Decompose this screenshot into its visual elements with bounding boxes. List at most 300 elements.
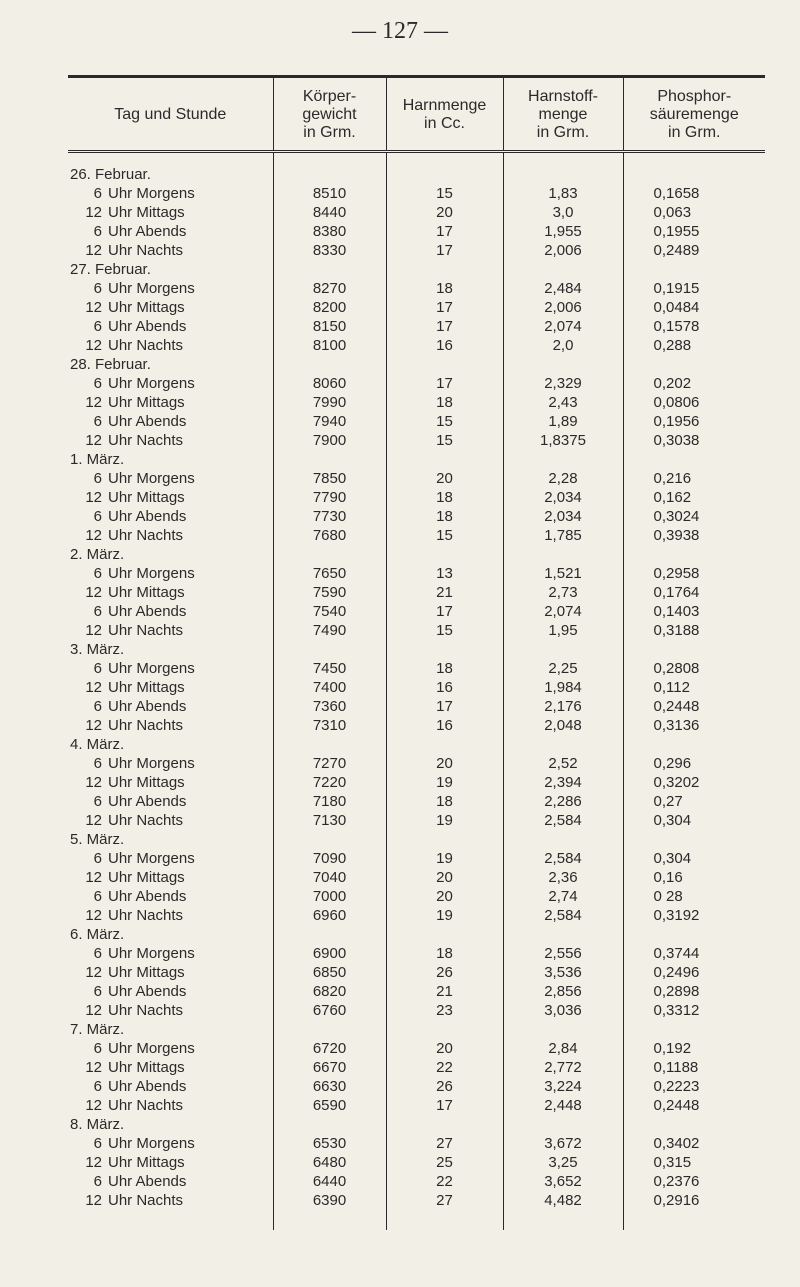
body-weight-cell: 8440 — [273, 203, 386, 222]
table-row — [68, 317, 765, 336]
time-cell — [68, 811, 273, 830]
empty-cell — [273, 640, 386, 659]
urea-amount-cell: 2,034 — [503, 488, 623, 507]
empty-cell — [386, 640, 503, 659]
hour-value: 12 — [85, 1097, 102, 1114]
time-cell — [68, 1172, 273, 1191]
urine-volume-cell: 21 — [386, 982, 503, 1001]
body-weight-cell: 6720 — [273, 1039, 386, 1058]
time-cell — [68, 583, 273, 602]
urea-amount-cell: 2,556 — [503, 944, 623, 963]
empty-cell — [386, 260, 503, 279]
urea-amount-cell: 1,89 — [503, 412, 623, 431]
time-label: Uhr Nachts — [108, 242, 184, 259]
hour-value: 6 — [93, 375, 102, 392]
time-cell — [68, 621, 273, 640]
time-label: Uhr Abends — [108, 888, 187, 905]
table-row — [68, 1153, 765, 1172]
phosphoric-acid-cell: 0,3202 — [623, 773, 765, 792]
table-row — [68, 773, 765, 792]
time-label: Uhr Morgens — [108, 470, 195, 487]
empty-cell — [503, 1115, 623, 1134]
urine-volume-cell: 26 — [386, 963, 503, 982]
body-weight-cell: 6530 — [273, 1134, 386, 1153]
time-cell — [68, 678, 273, 697]
time-cell — [68, 773, 273, 792]
urine-volume-cell: 15 — [386, 431, 503, 450]
phosphoric-acid-cell: 0,3402 — [623, 1134, 765, 1153]
phosphoric-acid-cell: 0,3192 — [623, 906, 765, 925]
phosphoric-acid-cell: 0,192 — [623, 1039, 765, 1058]
phosphoric-acid-cell: 0,3136 — [623, 716, 765, 735]
body-weight-cell: 8200 — [273, 298, 386, 317]
time-label: Uhr Mittags — [108, 394, 185, 411]
time-label: Uhr Nachts — [108, 337, 184, 354]
body-weight-cell: 6900 — [273, 944, 386, 963]
date-label: 5. März. — [70, 831, 125, 848]
hour-value: 6 — [93, 185, 102, 202]
table-row — [68, 1001, 765, 1020]
urine-volume-cell: 17 — [386, 222, 503, 241]
urine-volume-cell: 18 — [386, 659, 503, 678]
empty-cell — [386, 1115, 503, 1134]
time-cell — [68, 697, 273, 716]
time-label: Uhr Mittags — [108, 489, 185, 506]
body-weight-cell: 6440 — [273, 1172, 386, 1191]
body-weight-cell: 7540 — [273, 602, 386, 621]
phosphoric-acid-cell: 0,2898 — [623, 982, 765, 1001]
empty-cell — [386, 735, 503, 754]
hour-value: 6 — [93, 755, 102, 772]
hour-value: 6 — [93, 888, 102, 905]
table-row — [68, 868, 765, 887]
hour-value: 6 — [93, 1078, 102, 1095]
data-table-container — [68, 75, 765, 1230]
phosphoric-acid-cell: 0,1658 — [623, 184, 765, 203]
time-cell — [68, 431, 273, 450]
urine-volume-cell: 15 — [386, 412, 503, 431]
urea-amount-cell: 2,84 — [503, 1039, 623, 1058]
time-cell — [68, 1039, 273, 1058]
table-row — [68, 1077, 765, 1096]
time-cell — [68, 412, 273, 431]
body-weight-cell: 8380 — [273, 222, 386, 241]
time-label: Uhr Abends — [108, 793, 187, 810]
time-label: Uhr Mittags — [108, 964, 185, 981]
hour-value: 12 — [85, 869, 102, 886]
body-weight-cell: 7990 — [273, 393, 386, 412]
body-weight-cell: 8150 — [273, 317, 386, 336]
table-row — [68, 659, 765, 678]
urea-amount-cell: 2,36 — [503, 868, 623, 887]
empty-cell — [503, 830, 623, 849]
table-row — [68, 1172, 765, 1191]
time-cell — [68, 336, 273, 355]
table-row — [68, 887, 765, 906]
phosphoric-acid-cell: 0,2223 — [623, 1077, 765, 1096]
time-label: Uhr Nachts — [108, 907, 184, 924]
hour-value: 12 — [85, 337, 102, 354]
urea-amount-cell: 3,0 — [503, 203, 623, 222]
hour-value: 6 — [93, 660, 102, 677]
time-label: Uhr Abends — [108, 508, 187, 525]
time-cell — [68, 849, 273, 868]
hour-value: 12 — [85, 299, 102, 316]
table-row — [68, 716, 765, 735]
phosphoric-acid-cell: 0,3744 — [623, 944, 765, 963]
urine-volume-cell: 27 — [386, 1134, 503, 1153]
urea-amount-cell: 2,074 — [503, 317, 623, 336]
hour-value: 6 — [93, 565, 102, 582]
table-header-row — [68, 78, 765, 152]
time-cell — [68, 1077, 273, 1096]
urine-volume-cell: 21 — [386, 583, 503, 602]
table-row — [68, 1191, 765, 1210]
phosphoric-acid-cell: 0,1956 — [623, 412, 765, 431]
time-label: Uhr Morgens — [108, 1135, 195, 1152]
table-row — [68, 564, 765, 583]
date-label: 1. März. — [70, 451, 125, 468]
empty-cell — [273, 1020, 386, 1039]
body-weight-cell: 7730 — [273, 507, 386, 526]
hour-value: 6 — [93, 223, 102, 240]
urine-volume-cell: 17 — [386, 317, 503, 336]
time-label: Uhr Morgens — [108, 660, 195, 677]
body-weight-cell: 7180 — [273, 792, 386, 811]
urea-amount-cell: 2,484 — [503, 279, 623, 298]
time-label: Uhr Abends — [108, 413, 187, 430]
table-row — [68, 849, 765, 868]
date-label: 7. März. — [70, 1021, 125, 1038]
phosphoric-acid-cell: 0,2489 — [623, 241, 765, 260]
header-day-hour — [68, 78, 273, 152]
time-label: Uhr Nachts — [108, 527, 184, 544]
phosphoric-acid-cell: 0,2448 — [623, 1096, 765, 1115]
body-weight-cell: 6760 — [273, 1001, 386, 1020]
time-label: Uhr Morgens — [108, 755, 195, 772]
phosphoric-acid-cell: 0,216 — [623, 469, 765, 488]
hour-value: 12 — [85, 812, 102, 829]
urine-volume-cell: 20 — [386, 754, 503, 773]
urine-volume-cell: 19 — [386, 773, 503, 792]
time-cell — [68, 792, 273, 811]
date-row — [68, 450, 765, 469]
table-row — [68, 184, 765, 203]
time-label: Uhr Mittags — [108, 679, 185, 696]
urea-amount-cell: 2,394 — [503, 773, 623, 792]
time-cell — [68, 887, 273, 906]
body-weight-cell: 7650 — [273, 564, 386, 583]
time-cell — [68, 982, 273, 1001]
urea-amount-cell: 2,28 — [503, 469, 623, 488]
urine-volume-cell: 17 — [386, 602, 503, 621]
date-label: 27. Februar. — [70, 261, 151, 278]
urine-volume-cell: 17 — [386, 374, 503, 393]
empty-cell — [623, 355, 765, 374]
urine-volume-cell: 18 — [386, 488, 503, 507]
time-cell — [68, 963, 273, 982]
hour-value: 12 — [85, 1192, 102, 1209]
body-weight-cell: 7040 — [273, 868, 386, 887]
body-weight-cell: 7130 — [273, 811, 386, 830]
urine-volume-cell: 20 — [386, 868, 503, 887]
table-row — [68, 298, 765, 317]
table-row — [68, 602, 765, 621]
body-weight-cell: 7850 — [273, 469, 386, 488]
time-label: Uhr Mittags — [108, 204, 185, 221]
time-cell — [68, 1096, 273, 1115]
date-row — [68, 735, 765, 754]
phosphoric-acid-cell: 0,288 — [623, 336, 765, 355]
hour-value: 12 — [85, 527, 102, 544]
time-cell — [68, 469, 273, 488]
urine-volume-cell: 17 — [386, 697, 503, 716]
date-row — [68, 355, 765, 374]
empty-cell — [273, 925, 386, 944]
table-row — [68, 1039, 765, 1058]
hour-value: 12 — [85, 394, 102, 411]
time-cell — [68, 564, 273, 583]
urine-volume-cell: 19 — [386, 849, 503, 868]
body-weight-cell: 7090 — [273, 849, 386, 868]
date-label: 8. März. — [70, 1116, 125, 1133]
time-cell — [68, 526, 273, 545]
phosphoric-acid-cell: 0,1188 — [623, 1058, 765, 1077]
body-weight-cell: 7590 — [273, 583, 386, 602]
date-row — [68, 165, 765, 184]
table-row — [68, 982, 765, 1001]
empty-cell — [273, 260, 386, 279]
empty-cell — [386, 1020, 503, 1039]
urea-amount-cell: 2,0 — [503, 336, 623, 355]
time-label: Uhr Abends — [108, 318, 187, 335]
measurement-table — [68, 78, 765, 1230]
phosphoric-acid-cell: 0,2448 — [623, 697, 765, 716]
hour-value: 6 — [93, 470, 102, 487]
hour-value: 6 — [93, 1173, 102, 1190]
urine-volume-cell: 18 — [386, 279, 503, 298]
empty-cell — [386, 830, 503, 849]
phosphoric-acid-cell: 0,0806 — [623, 393, 765, 412]
phosphoric-acid-cell: 0,296 — [623, 754, 765, 773]
phosphoric-acid-cell: 0,2496 — [623, 963, 765, 982]
date-label: 4. März. — [70, 736, 125, 753]
urea-amount-cell: 2,584 — [503, 849, 623, 868]
body-weight-cell: 6590 — [273, 1096, 386, 1115]
urine-volume-cell: 25 — [386, 1153, 503, 1172]
table-row — [68, 583, 765, 602]
hour-value: 6 — [93, 1040, 102, 1057]
header-label: Harnmenge in Cc. — [402, 97, 487, 132]
phosphoric-acid-cell: 0 28 — [623, 887, 765, 906]
empty-cell — [386, 450, 503, 469]
time-label: Uhr Mittags — [108, 774, 185, 791]
empty-cell — [503, 1020, 623, 1039]
date-row — [68, 925, 765, 944]
urine-volume-cell: 15 — [386, 184, 503, 203]
time-label: Uhr Abends — [108, 1078, 187, 1095]
body-weight-cell: 7360 — [273, 697, 386, 716]
hour-value: 12 — [85, 964, 102, 981]
table-row — [68, 336, 765, 355]
urine-volume-cell: 22 — [386, 1172, 503, 1191]
time-cell — [68, 602, 273, 621]
time-label: Uhr Abends — [108, 603, 187, 620]
hour-value: 6 — [93, 793, 102, 810]
urine-volume-cell: 20 — [386, 203, 503, 222]
time-cell — [68, 488, 273, 507]
urea-amount-cell: 2,176 — [503, 697, 623, 716]
empty-cell — [503, 260, 623, 279]
body-weight-cell: 6960 — [273, 906, 386, 925]
time-label: Uhr Morgens — [108, 280, 195, 297]
header-label: Körper- gewicht in Grm. — [302, 88, 357, 141]
date-row — [68, 1020, 765, 1039]
empty-cell — [623, 260, 765, 279]
hour-value: 12 — [85, 584, 102, 601]
urea-amount-cell: 2,584 — [503, 906, 623, 925]
table-row — [68, 697, 765, 716]
body-weight-cell: 8330 — [273, 241, 386, 260]
hour-value: 12 — [85, 622, 102, 639]
time-label: Uhr Nachts — [108, 622, 184, 639]
time-cell — [68, 241, 273, 260]
empty-cell — [386, 165, 503, 184]
urine-volume-cell: 16 — [386, 678, 503, 697]
hour-value: 12 — [85, 1002, 102, 1019]
phosphoric-acid-cell: 0,2808 — [623, 659, 765, 678]
time-cell — [68, 906, 273, 925]
phosphoric-acid-cell: 0,315 — [623, 1153, 765, 1172]
urine-volume-cell: 22 — [386, 1058, 503, 1077]
body-weight-cell: 8100 — [273, 336, 386, 355]
phosphoric-acid-cell: 0,1403 — [623, 602, 765, 621]
end-row — [68, 1210, 765, 1230]
body-weight-cell: 6850 — [273, 963, 386, 982]
phosphoric-acid-cell: 0,3312 — [623, 1001, 765, 1020]
urea-amount-cell: 2,286 — [503, 792, 623, 811]
urine-volume-cell: 17 — [386, 241, 503, 260]
hour-value: 12 — [85, 432, 102, 449]
time-label: Uhr Nachts — [108, 432, 184, 449]
hour-value: 12 — [85, 489, 102, 506]
table-row — [68, 678, 765, 697]
hour-value: 12 — [85, 774, 102, 791]
urea-amount-cell: 3,536 — [503, 963, 623, 982]
time-label: Uhr Nachts — [108, 812, 184, 829]
empty-cell — [623, 1020, 765, 1039]
table-row — [68, 811, 765, 830]
table-row — [68, 488, 765, 507]
body-weight-cell: 7900 — [273, 431, 386, 450]
time-label: Uhr Mittags — [108, 1154, 185, 1171]
empty-cell — [386, 545, 503, 564]
urine-volume-cell: 16 — [386, 336, 503, 355]
date-label: 3. März. — [70, 641, 125, 658]
body-weight-cell: 8060 — [273, 374, 386, 393]
phosphoric-acid-cell: 0,27 — [623, 792, 765, 811]
time-cell — [68, 317, 273, 336]
time-cell — [68, 944, 273, 963]
phosphoric-acid-cell: 0,162 — [623, 488, 765, 507]
empty-cell — [273, 450, 386, 469]
urea-amount-cell: 3,25 — [503, 1153, 623, 1172]
hour-value: 6 — [93, 945, 102, 962]
urine-volume-cell: 19 — [386, 906, 503, 925]
time-cell — [68, 1153, 273, 1172]
urea-amount-cell: 4,482 — [503, 1191, 623, 1210]
empty-cell — [623, 165, 765, 184]
hour-value: 6 — [93, 318, 102, 335]
time-cell — [68, 298, 273, 317]
phosphoric-acid-cell: 0,0484 — [623, 298, 765, 317]
urine-volume-cell: 23 — [386, 1001, 503, 1020]
urea-amount-cell: 3,672 — [503, 1134, 623, 1153]
urine-volume-cell: 19 — [386, 811, 503, 830]
empty-cell — [623, 450, 765, 469]
hour-value: 6 — [93, 698, 102, 715]
body-weight-cell: 6670 — [273, 1058, 386, 1077]
date-row — [68, 260, 765, 279]
time-label: Uhr Morgens — [108, 945, 195, 962]
phosphoric-acid-cell: 0,3038 — [623, 431, 765, 450]
body-weight-cell: 8510 — [273, 184, 386, 203]
urea-amount-cell: 1,955 — [503, 222, 623, 241]
body-weight-cell: 7220 — [273, 773, 386, 792]
urea-amount-cell: 3,652 — [503, 1172, 623, 1191]
urea-amount-cell: 1,785 — [503, 526, 623, 545]
body-weight-cell: 6480 — [273, 1153, 386, 1172]
date-label: 26. Februar. — [70, 166, 151, 183]
urea-amount-cell: 2,74 — [503, 887, 623, 906]
hour-value: 12 — [85, 242, 102, 259]
header-label: Phosphor- säuremenge in Grm. — [649, 88, 739, 141]
body-weight-cell: 8270 — [273, 279, 386, 298]
urea-amount-cell: 2,772 — [503, 1058, 623, 1077]
header-body-weight — [273, 78, 386, 152]
empty-cell — [273, 165, 386, 184]
phosphoric-acid-cell: 0,1955 — [623, 222, 765, 241]
body-weight-cell: 7000 — [273, 887, 386, 906]
time-label: Uhr Morgens — [108, 375, 195, 392]
table-row — [68, 203, 765, 222]
date-row — [68, 640, 765, 659]
hour-value: 12 — [85, 204, 102, 221]
urea-amount-cell: 3,224 — [503, 1077, 623, 1096]
table-row — [68, 222, 765, 241]
urine-volume-cell: 18 — [386, 944, 503, 963]
time-label: Uhr Morgens — [108, 565, 195, 582]
urine-volume-cell: 17 — [386, 1096, 503, 1115]
table-row — [68, 469, 765, 488]
urine-volume-cell: 26 — [386, 1077, 503, 1096]
table-row — [68, 1058, 765, 1077]
phosphoric-acid-cell: 0,202 — [623, 374, 765, 393]
body-weight-cell: 7490 — [273, 621, 386, 640]
table-row — [68, 393, 765, 412]
hour-value: 6 — [93, 850, 102, 867]
hour-value: 12 — [85, 907, 102, 924]
header-urine-volume — [386, 78, 503, 152]
empty-cell — [386, 925, 503, 944]
time-label: Uhr Nachts — [108, 1097, 184, 1114]
body-weight-cell: 7310 — [273, 716, 386, 735]
empty-cell — [273, 735, 386, 754]
empty-cell — [273, 1115, 386, 1134]
time-label: Uhr Nachts — [108, 1192, 184, 1209]
time-label: Uhr Morgens — [108, 850, 195, 867]
time-cell — [68, 1001, 273, 1020]
